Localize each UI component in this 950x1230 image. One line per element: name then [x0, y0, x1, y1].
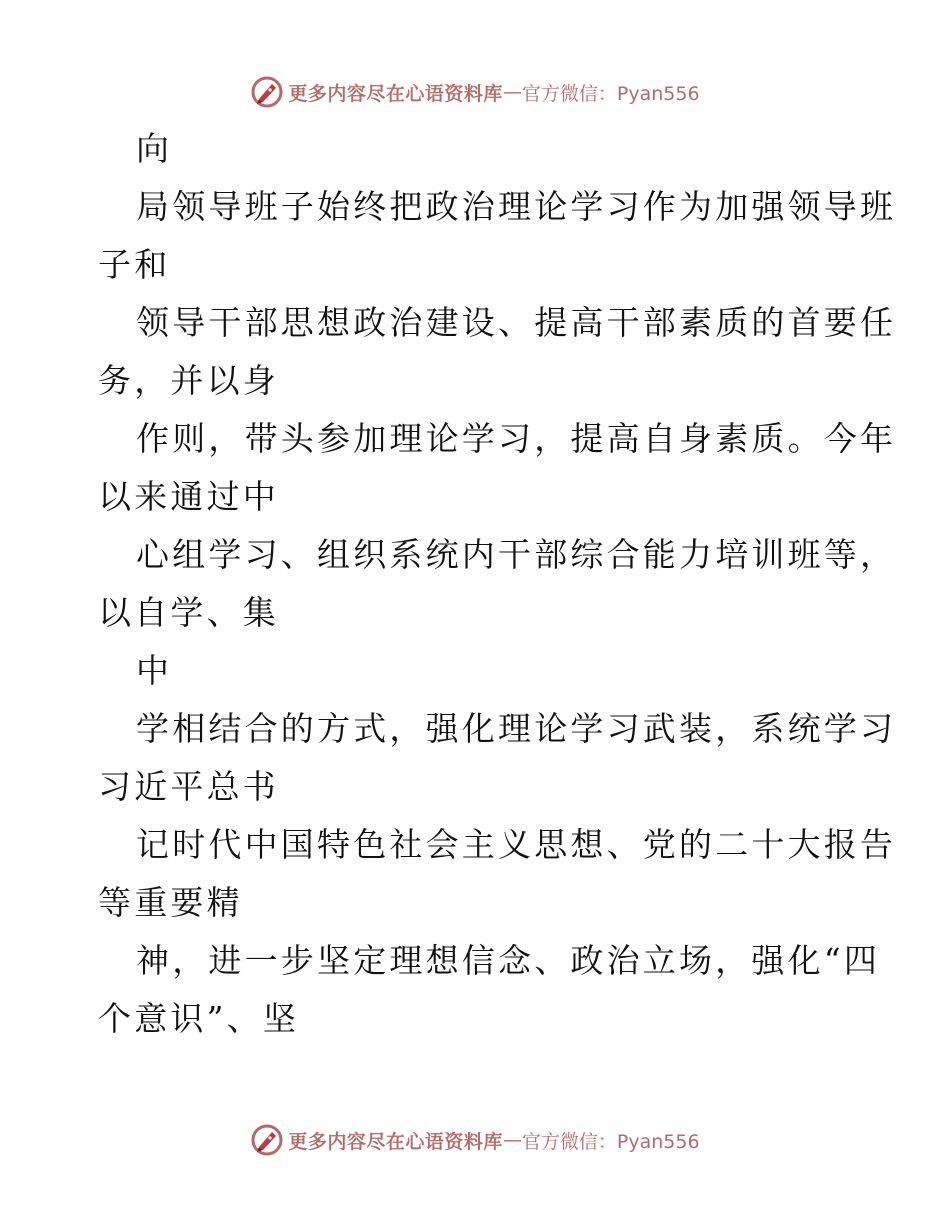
body-line: 局领导班子始终把政治理论学习作为加强领导班: [136, 187, 897, 226]
footer-brand-text: 更多内容尽在心语资料库: [288, 1130, 503, 1153]
footer-separator: —: [502, 1129, 522, 1151]
pen-logo-icon: [250, 1123, 284, 1157]
body-line: 以来通过中: [98, 477, 279, 516]
header-wechat-text: 官方微信：Pyan556: [521, 82, 700, 105]
pen-logo-icon: [250, 75, 284, 109]
body-line: 等重要精: [98, 883, 243, 922]
body-line: 神，进一步坚定理想信念、政治立场，强化“四: [136, 941, 881, 980]
header-separator: —: [502, 81, 522, 103]
body-line: 学相结合的方式，强化理论学习武装，系统学习: [136, 709, 897, 748]
body-line: 个意识”、坚: [98, 999, 300, 1038]
footer-wechat-text: 官方微信：Pyan556: [521, 1130, 700, 1153]
body-line: 心组学习、组织系统内干部综合能力培训班等，: [136, 535, 897, 574]
body-line: 领导干部思想政治建设、提高干部素质的首要任: [136, 303, 897, 342]
body-line: 记时代中国特色社会主义思想、党的二十大报告: [136, 825, 897, 864]
body-line: 务，并以身: [98, 361, 279, 400]
body-line: 以自学、集: [98, 593, 279, 632]
body-line: 向: [136, 129, 173, 168]
document-body: [98, 120, 897, 1048]
footer-watermark: [0, 1120, 950, 1160]
body-line: 子和: [98, 245, 171, 284]
header-brand-text: 更多内容尽在心语资料库: [288, 82, 503, 105]
body-line: 中: [136, 651, 173, 690]
header-watermark: [0, 72, 950, 112]
body-line: 作则，带头参加理论学习，提高自身素质。今年: [136, 419, 897, 458]
body-line: 习近平总书: [98, 767, 279, 806]
